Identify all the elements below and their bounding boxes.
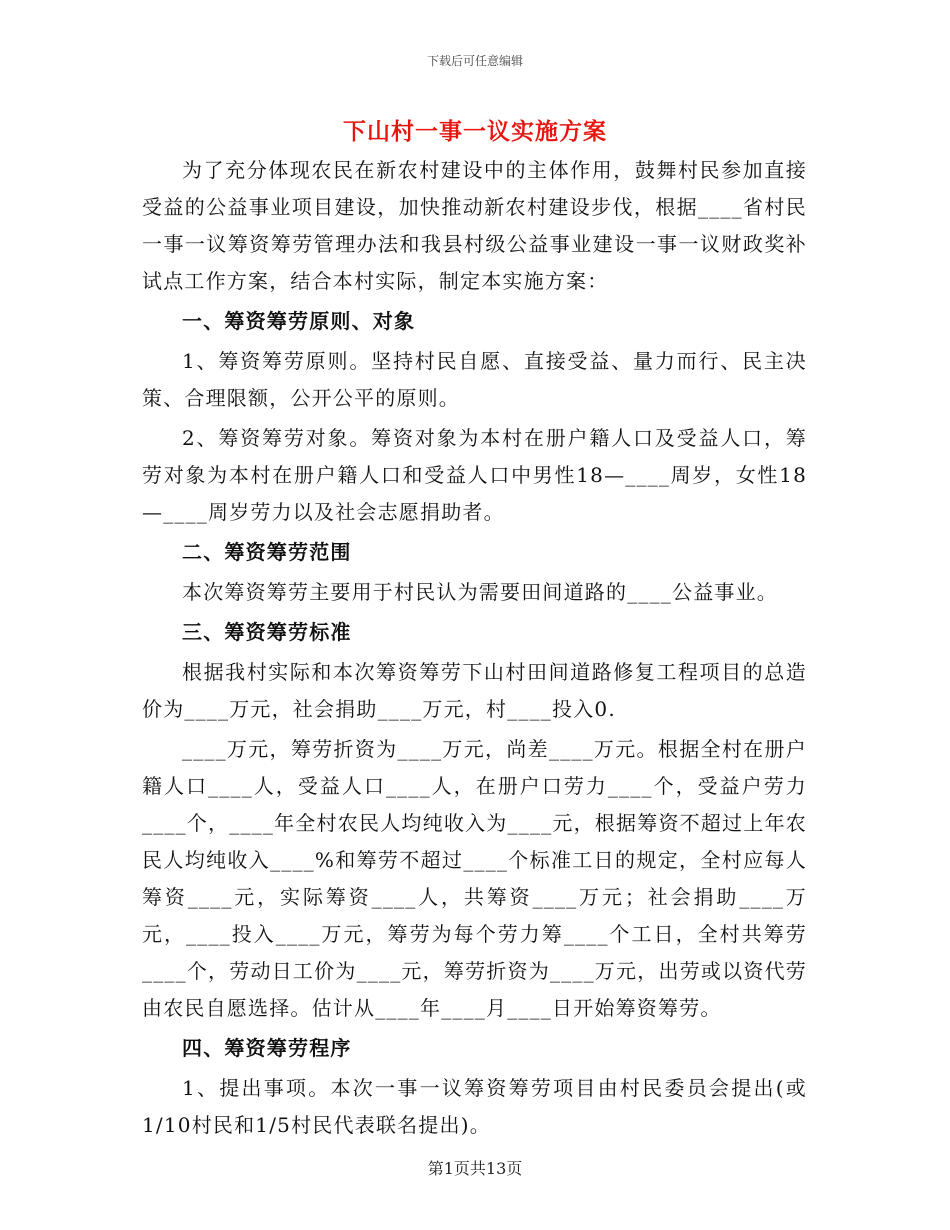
section-4-heading: 四、筹资筹劳程序	[182, 1036, 352, 1060]
document-body	[142, 152, 807, 1147]
section-2-paragraph-1: 本次筹资筹劳主要用于村民认为需要田间道路的____公益事业。	[182, 580, 778, 604]
section-1-heading: 一、筹资筹劳原则、对象	[182, 309, 416, 333]
section-1-paragraph-1: 1、筹资筹劳原则。坚持村民自愿、直接受益、量力而行、民主决策、合理限额，公开公平的原则。	[142, 349, 807, 410]
section-2-heading: 二、筹资筹劳范围	[182, 540, 352, 564]
section-3-paragraph-2: ____万元，筹劳折资为____万元，尚差____万元。根据全村在册户籍人口____人，受益人口____人，在册户口劳力____个，受益户劳力____个，____年全村农民人均纯收入为____元，根据筹资不超过上年农民人均纯收入____%和筹劳不超过____个标准工日的规定，全村应每人筹资____元，实际筹资____人，共筹资____万元；社会捐助____万元，____投入____万元，筹劳为每个劳力筹____个工日，全村共筹劳____个，劳动日工价为____元，筹劳折资为____万元，出劳或以资代劳由农民自愿选择。估计从____年____月____日开始筹资筹劳。	[142, 737, 807, 1020]
header-note: 下载后可任意编辑	[426, 54, 523, 68]
section-1-paragraph-2: 2、筹资筹劳对象。筹资对象为本村在册户籍人口及受益人口，筹劳对象为本村在册户籍人口和受益人口中男性18—____周岁，女性18—____周岁劳力以及社会志愿捐助者。	[142, 426, 807, 524]
page-footer: 第1页共13页	[427, 1159, 523, 1178]
section-3-paragraph-1: 根据我村实际和本次筹资筹劳下山村田间道路修复工程项目的总造价为____万元，社会捐助____万元，村____投入0.	[142, 660, 807, 721]
document-title: 下山村一事一议实施方案	[343, 118, 607, 145]
section-4-paragraph-1: 1、提出事项。本次一事一议筹资筹劳项目由村民委员会提出(或1/10村民和1/5村民代表联名提出)。	[142, 1076, 807, 1137]
intro-paragraph: 为了充分体现农民在新农村建设中的主体作用，鼓舞村民参加直接受益的公益事业项目建设，加快推动新农村建设步伐，根据____省村民一事一议筹资筹劳管理办法和我县村级公益事业建设一事一议财政奖补试点工作方案，结合本村实际，制定本实施方案：	[142, 158, 807, 293]
section-3-heading: 三、筹资筹劳标准	[182, 620, 352, 644]
